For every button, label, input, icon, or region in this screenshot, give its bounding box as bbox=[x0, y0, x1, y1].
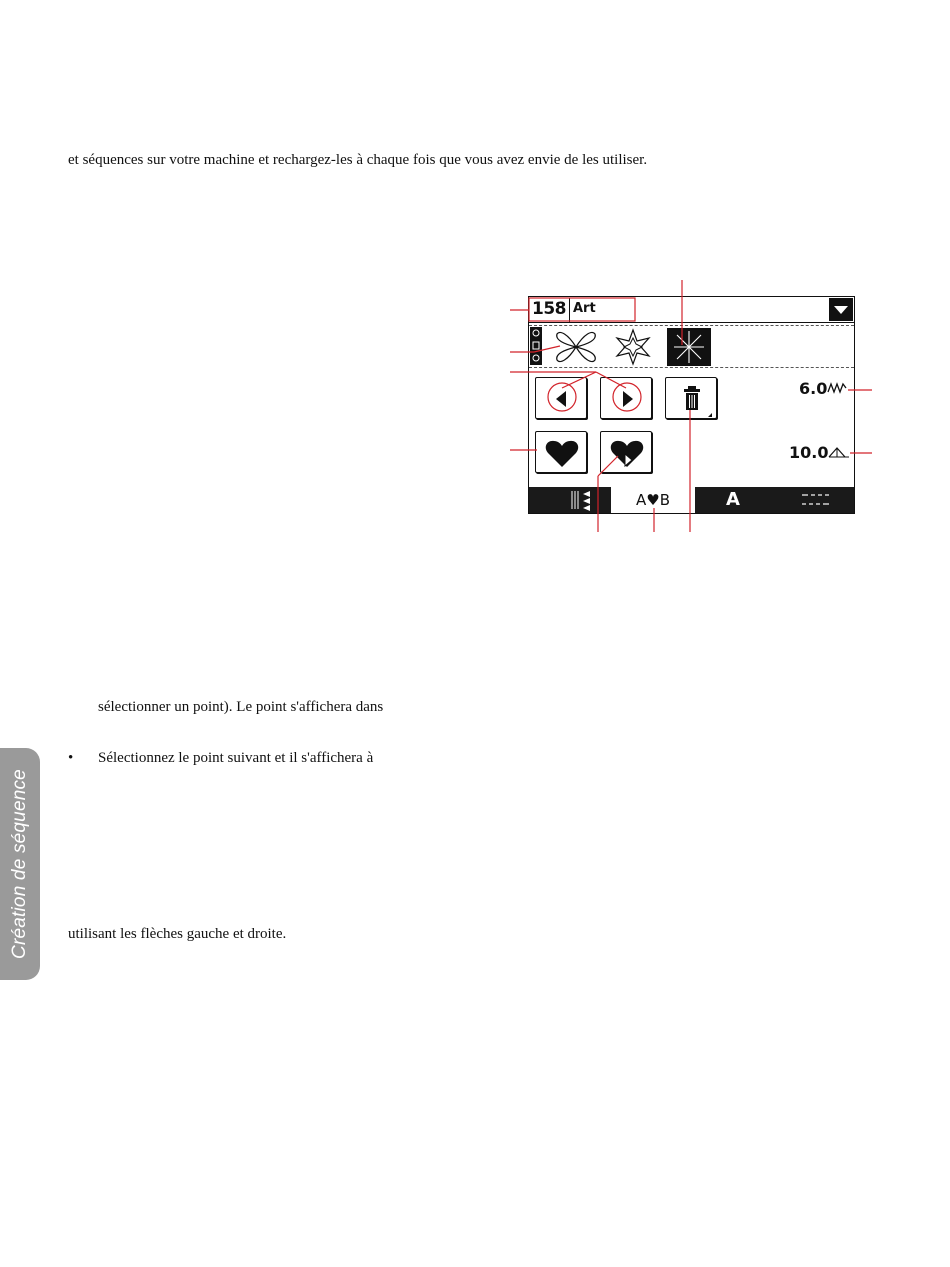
callout-circle-right-arrow bbox=[613, 383, 641, 411]
paragraph-next-stitch: Sélectionnez le point suivant et il s'affichera à bbox=[98, 750, 374, 766]
paragraph-select-stitch: sélectionner un point). Le point s'affichera dans bbox=[98, 699, 384, 715]
stitch-name: Art bbox=[573, 301, 596, 316]
stitch-width-number: 6.0 bbox=[799, 379, 828, 398]
callout-line-arrow-right bbox=[596, 372, 626, 388]
tab-sequence[interactable]: A♥B bbox=[611, 487, 695, 513]
paragraph-intro-end: et séquences sur votre machine et rechargez-les à chaque fois que vous avez envie de les utiliser. bbox=[68, 152, 648, 168]
tab-font[interactable]: A bbox=[726, 489, 740, 510]
callout-box-stitch-name bbox=[529, 298, 635, 321]
chapter-side-tab-label: Création de séquence bbox=[9, 769, 30, 959]
callout-circle-left-arrow bbox=[548, 383, 576, 411]
callout-line-heart-cursor-2 bbox=[598, 456, 618, 476]
stitch-length-number: 10.0 bbox=[789, 443, 829, 462]
callout-line-sequence-row-2 bbox=[534, 346, 560, 352]
paragraph-arrows: utilisant les flèches gauche et droite. bbox=[68, 926, 287, 942]
bullet-marker: • bbox=[68, 750, 74, 766]
callout-line-arrow-left bbox=[562, 372, 596, 388]
stitch-number: 158 bbox=[532, 299, 566, 319]
